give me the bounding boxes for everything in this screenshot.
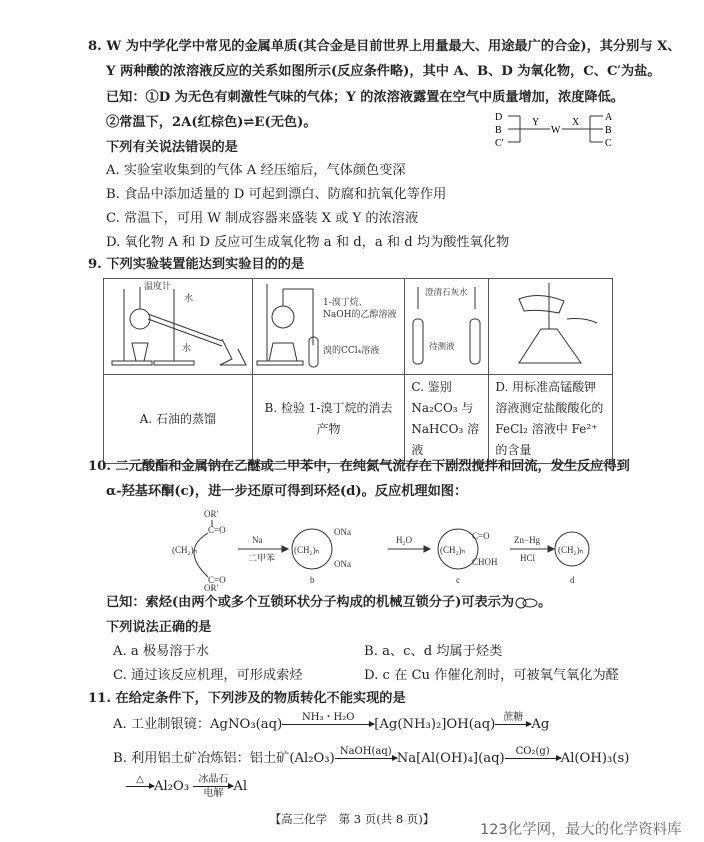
reaction-arrow — [495, 712, 531, 737]
scheme-text: d — [570, 575, 575, 585]
scheme-text: ONa — [334, 559, 351, 569]
scheme-text: (CH₂)ₙ — [440, 545, 466, 555]
apparatus-c-figure — [405, 279, 489, 375]
q10-option: C. 通过该反应机理，可形成索烃 — [113, 668, 303, 683]
q8-line: Y 两种酸的浓溶液反应的关系如图所示(反应条件略)，其中 A、B、D 为氧化物，C、C′为盐。 — [106, 64, 661, 79]
diagram-label: X — [572, 117, 580, 128]
scheme-text: 二甲苯 — [248, 553, 276, 563]
scheme-text: Zn−Hg — [514, 535, 541, 545]
q10-option: B. a、c、d 均属于烃类 — [364, 644, 503, 659]
watermark: 123化学网，最大的化学资料库 — [480, 822, 682, 838]
scheme-text: HCl — [520, 553, 536, 563]
scheme-text: b — [310, 575, 315, 585]
scheme-text: (CH₂)ₙ — [172, 545, 198, 555]
q11-option-a — [113, 712, 549, 738]
diagram-label: Y — [532, 117, 540, 128]
arrow-part — [335, 758, 397, 759]
diagram-label: D — [495, 112, 503, 123]
q10-reaction-scheme — [170, 505, 590, 593]
option-d-caption: D. 用标准高锰酸钾溶液测定盐酸酸化的 FeCl₂ 溶液中 Fe²⁺ 的含量 — [489, 375, 613, 464]
q11-option-b — [113, 746, 629, 772]
q8-option: D. 氧化物 A 和 D 反应可生成氧化物 a 和 d，a 和 d 均为酸性氧化物 — [106, 235, 510, 250]
reaction-arrow — [282, 712, 374, 737]
scheme-text: (CH₂)ₙ — [558, 545, 584, 555]
q8-line: 8. W 为中学化学中常见的金属单质(其合金是目前世界上用量最大、用途最广的合金)，其分别与 X、 — [88, 39, 681, 54]
q8-option: A. 实验室收集到的气体 A 经压缩后，气体颜色变深 — [106, 163, 406, 178]
q9-stem: 9. 下列实验装置能达到实验目的的是 — [88, 257, 305, 272]
formula: Ag — [531, 717, 550, 732]
known-text: 已知：索烃(由两个或多个互锁环状分子构成的机械互锁分子)可表示为 — [106, 595, 515, 610]
arrow-condition: NH₃・H₂O — [302, 712, 355, 723]
arrow-condition: CO₂(g) — [515, 746, 550, 757]
formula: Al(OH)₃(s) — [560, 751, 630, 766]
arrow-condition: 蔗糖 — [503, 712, 524, 723]
sample-label: 待测液 — [429, 342, 455, 352]
arrow-part — [505, 760, 561, 771]
q11-option-b-cont — [126, 774, 247, 800]
reagent-label: 1-溴丁烷、 — [322, 298, 368, 308]
formula: Al — [233, 779, 248, 794]
limewater-label: 澄清石灰水 — [425, 288, 468, 298]
q11-stem: 11. 在给定条件下，下列涉及的物质转化不能实现的是 — [88, 691, 406, 706]
scheme-text: C=O — [208, 575, 226, 585]
reagent-label: NaOH的乙醇溶液 — [322, 310, 397, 320]
diagram-label: A — [605, 112, 613, 123]
diagram-label: C′ — [495, 138, 504, 149]
q10-known: 已知：索烃(由两个或多个互锁环状分子构成的机械互锁分子)可表示为 。 — [106, 595, 552, 610]
reaction-arrow — [126, 774, 154, 799]
scheme-text: H₂O — [396, 535, 413, 545]
thermometer-label: 温度计 — [144, 282, 172, 292]
reaction-arrow — [193, 774, 233, 799]
arrow-part — [335, 760, 397, 771]
catenane-symbol-icon — [514, 597, 538, 609]
diagram-label: B — [495, 125, 502, 136]
q8-option: C. 常温下，可用 W 制成容器来盛装 X 或 Y 的浓溶液 — [106, 211, 419, 226]
water-label: 水 — [184, 294, 194, 304]
arrow-part — [126, 786, 154, 787]
q10-option: D. c 在 Cu 作催化剂时，可被氧气氧化为醛 — [364, 668, 619, 683]
arrow-part — [505, 758, 561, 759]
q8-option: B. 食品中添加适量的 D 可起到漂白、防腐和抗氧化等作用 — [106, 187, 447, 202]
option-b-caption: B. 检验 1-溴丁烷的消去产物 — [252, 375, 405, 464]
diagram-label: B — [605, 125, 612, 136]
q10-option: A. a 极易溶于水 — [113, 644, 209, 659]
formula: Al₂O₃ — [154, 779, 190, 794]
scheme-text: (CH₂)ₙ — [294, 545, 320, 555]
formula: A. 工业制银镜：AgNO₃(aq) — [113, 717, 283, 732]
arrow-part — [282, 724, 374, 725]
q10-ask: 下列说法正确的是 — [106, 620, 212, 635]
scheme-text: ONa — [334, 527, 351, 537]
apparatus-d-figure — [489, 279, 613, 375]
scheme-text: C=O — [472, 531, 490, 541]
arrow-part — [126, 788, 154, 799]
apparatus-a-figure — [104, 279, 253, 375]
arrow-part — [495, 724, 531, 725]
option-c-caption: C. 鉴别 Na₂CO₃ 与 NaHCO₃ 溶液 — [405, 375, 489, 464]
q8-line: 已知：①D 为无色有刺激性气味的气体；Y 的浓溶液露置在空气中质量增加，浓度降低。 — [106, 90, 624, 105]
q8-line: 下列有关说法错误的是 — [106, 140, 238, 155]
formula: Na[Al(OH)₄](aq) — [396, 751, 505, 766]
arrow-condition: △ — [136, 774, 144, 785]
water-label: 水 — [182, 344, 192, 354]
arrow-part — [193, 786, 233, 787]
scheme-text: C=O — [208, 525, 226, 535]
scheme-text: OR′ — [204, 509, 219, 519]
arrow-part — [495, 726, 531, 737]
q9-apparatus-table — [103, 278, 613, 464]
bromine-solution-label: 溴的CCl₄溶液 — [322, 346, 379, 356]
page-footer: 【高三化学 第 3 页(共 8 页)】 — [269, 812, 435, 826]
scheme-text: OR′ — [204, 583, 219, 593]
arrow-condition: 冰晶石 — [198, 774, 229, 785]
option-a-caption: A. 石油的蒸馏 — [104, 375, 253, 464]
diagram-label: C — [605, 138, 612, 149]
q10-line: 10. 二元酸酯和金属钠在乙醚或二甲苯中，在纯氮气流存在下剧烈搅拌和回流，发生反应得到 — [88, 459, 630, 474]
scheme-text: c — [456, 575, 460, 585]
reaction-arrow — [505, 746, 561, 771]
diagram-label: W — [551, 125, 561, 136]
arrow-condition: NaOH(aq) — [339, 746, 392, 757]
formula: [Ag(NH₃)₂]OH(aq) — [374, 717, 496, 732]
apparatus-b-figure — [252, 279, 405, 375]
formula: B. 利用铝土矿冶炼铝：铝土矿(Al₂O₃) — [113, 751, 335, 766]
arrow-part — [282, 726, 374, 737]
scheme-text: Na — [252, 535, 263, 545]
q10-line: α-羟基环酮(c)，进一步还原可得到环烃(d)。反应机理如图： — [106, 484, 468, 499]
reaction-arrow — [335, 746, 397, 771]
q8-line: ②常温下，2A(红棕色)⇌E(无色)。 — [106, 115, 317, 130]
scheme-text: CHOH — [472, 557, 498, 567]
arrow-condition: 电解 — [203, 788, 224, 799]
q8-relation-diagram — [490, 110, 615, 150]
